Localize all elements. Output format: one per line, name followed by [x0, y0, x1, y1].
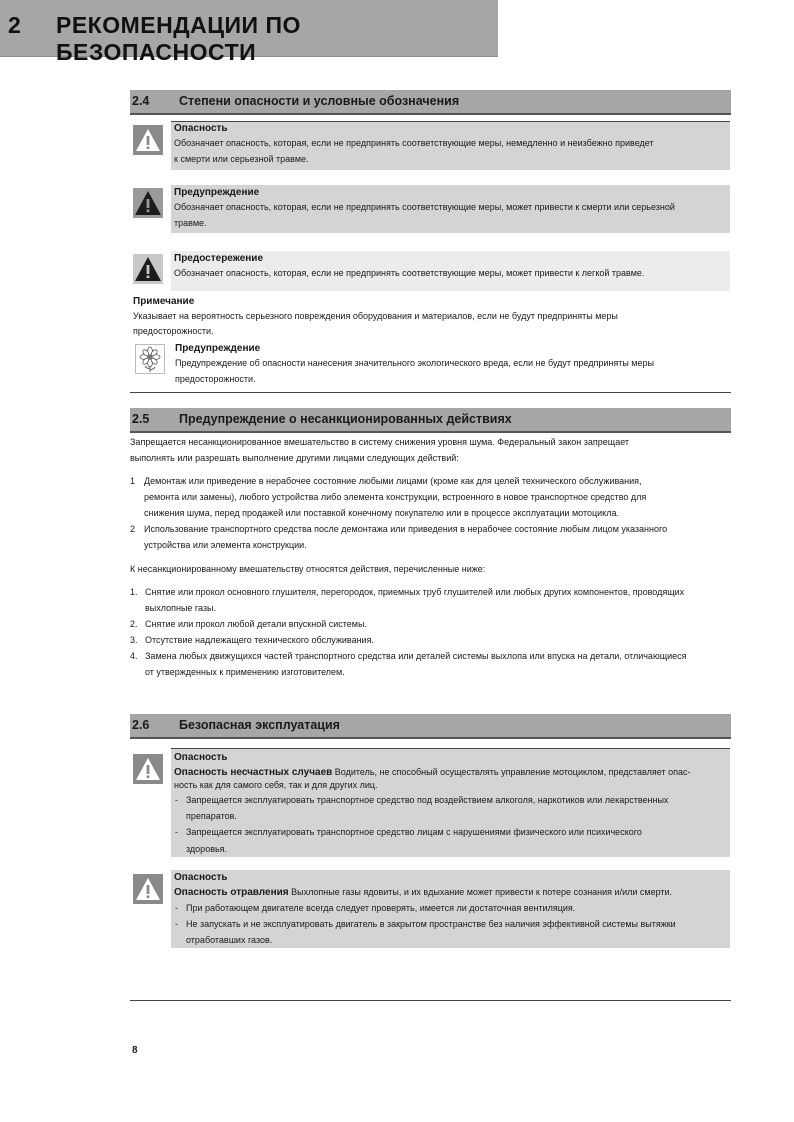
bullet-line: При работающем двигателе всегда следует проверять, имеется ли достаточная вентиляция. — [186, 903, 576, 913]
chapter-number: 2 — [8, 12, 21, 38]
list-item-line: снижения шума, перед продажей или поставкой конечному покупателю или в процессе эксплуатации мотоцикла. — [144, 508, 619, 518]
bullet-dash: - — [175, 919, 178, 929]
bullet-line: отработавших газов. — [186, 935, 273, 945]
caution-text-line: Обозначает опасность, которая, если не предпринять соответствующие меры, может привести к легкой травме. — [174, 268, 645, 278]
warning-triangle-icon — [133, 125, 163, 155]
section-number: 2.5 — [132, 412, 150, 426]
warning-triangle-icon — [133, 188, 163, 218]
warning-text-line: травме. — [174, 218, 207, 228]
bullet-line: Запрещается эксплуатировать транспортное средство под воздействием алкоголя, наркотиков или лекарственных — [186, 795, 669, 805]
page-number: 8 — [132, 1045, 138, 1056]
note-label: Примечание — [133, 296, 195, 307]
list-number: 4. — [130, 651, 138, 661]
environment-flower-icon — [135, 344, 165, 374]
box-label: Опасность — [174, 752, 228, 763]
box-text-line: ность как для самого себя, так и для других лиц. — [174, 780, 378, 790]
list-item-line: Использование транспортного средства после демонтажа или приведения в нерабочее состояние любым лицом указанного — [144, 524, 668, 534]
accident-hazard-title: Опасность несчастных случаев — [174, 767, 333, 778]
section-number: 2.6 — [132, 718, 150, 732]
caution-label: Предостережение — [174, 253, 264, 264]
warning-label: Предупреждение — [174, 187, 260, 198]
bullet-line: Запрещается эксплуатировать транспортное средство лицам с нарушениями физического или психического — [186, 827, 642, 837]
env-text-line: Предупреждение об опасности нанесения значительного экологического вреда, если не будут предприняты меры — [175, 358, 654, 368]
danger-text-line: Обозначает опасность, которая, если не предпринять соответствующие меры, немедленно и неизбежно приведет — [174, 138, 654, 148]
danger-label: Опасность — [174, 123, 228, 134]
danger-text-line: к смерти или серьезной травме. — [174, 154, 309, 164]
intro-text-line: К несанкционированному вмешательству относятся действия, перечисленные ниже: — [130, 564, 486, 574]
list-item-line: устройства или элемента конструкции. — [144, 540, 307, 550]
bullet-dash: - — [175, 795, 178, 805]
list-number: 3. — [130, 635, 138, 645]
box-label: Опасность — [174, 872, 228, 883]
chapter-header — [0, 0, 498, 65]
warning-triangle-icon — [133, 874, 163, 904]
list-item-line: Отсутствие надлежащего технического обслуживания. — [145, 635, 374, 645]
list-item-line: Демонтаж или приведение в нерабочее состояние любыми лицами (кроме как для целей технического обслуживания, — [144, 476, 642, 486]
bullet-dash: - — [175, 903, 178, 913]
section-title: Безопасная эксплуатация — [179, 718, 340, 732]
warning-triangle-icon — [133, 754, 163, 784]
warning-text-line: Обозначает опасность, которая, если не предпринять соответствующие меры, может привести к смерти или серьезной — [174, 202, 675, 212]
section-2-4-header — [130, 90, 731, 115]
bullet-line: препаратов. — [186, 811, 237, 821]
bullet-line: Не запускать и не эксплуатировать двигатель в закрытом пространстве без наличия эффективной системы вытяжки — [186, 919, 676, 929]
intro-text-line: выполнять или разрешать выполнение другими лицами следующих действий: — [130, 453, 459, 463]
section-title: Предупреждение о несанкционированных действиях — [179, 412, 512, 426]
list-item-line: от утвержденных к применению изготовителем. — [145, 667, 345, 677]
list-item-line: Замена любых движущихся частей транспортного средства или деталей системы выхлопа или впуска на детали, отличающиеся — [145, 651, 687, 661]
bullet-line: здоровья. — [186, 844, 228, 854]
list-item-line: Снятие или прокол любой детали впускной системы. — [145, 619, 367, 629]
list-number: 1. — [130, 587, 138, 597]
list-item-line: Снятие или прокол основного глушителя, перегородок, приемных труб глушителей или любых других компонентов, проводящих — [145, 587, 685, 597]
list-number: 2 — [130, 524, 136, 534]
bullet-dash: - — [175, 827, 178, 837]
env-text-line: предосторожности. — [175, 374, 256, 384]
intro-text-line: Запрещается несанкционированное вмешательство в систему снижения уровня шума. Федеральный закон запрещает — [130, 437, 630, 447]
section-2-6-header — [130, 714, 731, 739]
list-number: 2. — [130, 619, 138, 629]
box-text: Водитель, не способный осуществлять управление мотоциклом, представляет опас- — [332, 767, 691, 777]
chapter-title: РЕКОМЕНДАЦИИ ПО БЕЗОПАСНОСТИ — [56, 12, 301, 65]
footer-divider — [130, 1000, 731, 1001]
list-item-line: выхлопные газы. — [145, 603, 217, 613]
warning-triangle-icon — [133, 254, 163, 284]
section-2-5-header — [130, 408, 731, 433]
section-divider — [130, 392, 731, 393]
section-number: 2.4 — [132, 94, 150, 108]
list-number: 1 — [130, 476, 136, 486]
box-text-line — [174, 884, 672, 901]
poisoning-hazard-title: Опасность отравления — [174, 887, 289, 898]
note-text-line: Указывает на вероятность серьезного повреждения оборудования и материалов, если не будут предприняты меры — [133, 311, 618, 321]
list-item-line: ремонта или замены), любого устройства либо элемента конструкции, встроенного в новое транспортное средство для — [144, 492, 647, 502]
env-label: Предупреждение — [175, 343, 261, 354]
note-text-line: предосторожности. — [133, 326, 214, 336]
section-title: Степени опасности и условные обозначения — [179, 94, 460, 108]
box-text: Выхлопные газы ядовиты, и их вдыхание может привести к потере сознания и/или смерти. — [288, 887, 673, 897]
